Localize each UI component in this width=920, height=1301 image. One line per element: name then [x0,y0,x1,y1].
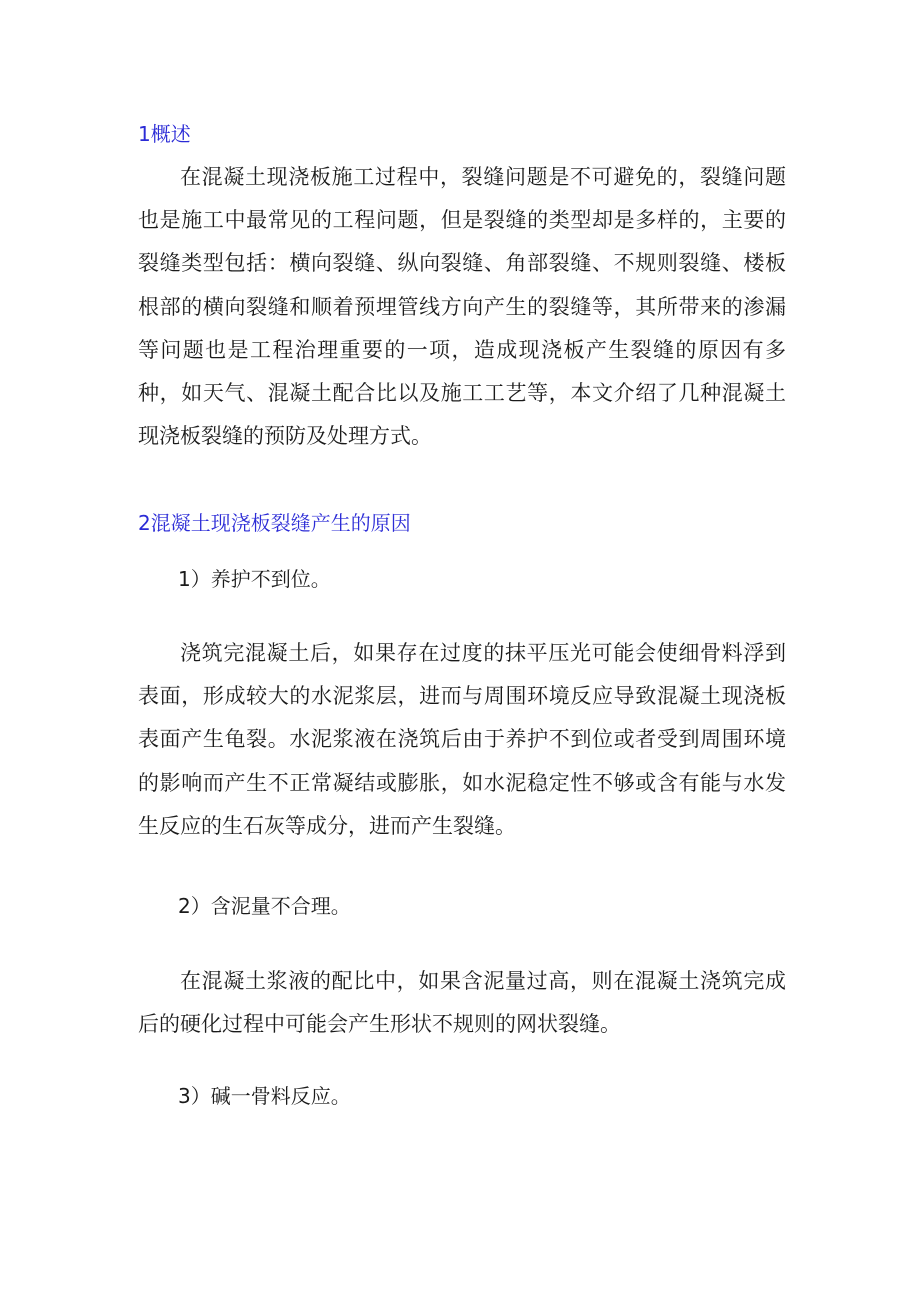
item-2-paragraph: 在混凝土浆液的配比中，如果含泥量过高，则在混凝土浇筑完成后的硬化过程中可能会产生形状不规则的网状裂缝。 [138,969,786,1037]
item-2-heading [178,890,351,919]
item-2-title: 含泥量不合理。 [210,894,351,918]
item-1-paragraph: 浇筑完混凝土后，如果存在过度的抹平压光可能会使细骨料浮到表面，形成较大的水泥浆层，进而与周围环境反应导致混凝土现浇板表面产生龟裂。水泥浆液在浇筑后由于养护不到位或者受到周围环境的影响而产生不正常凝结或膨胀，如水泥稳定性不够或含有能与水发生反应的生石灰等成分，进而产生裂缝。 [138,641,786,838]
section-2-heading: 2混凝土现浇板裂缝产生的原因 [138,511,411,535]
item-1-title: 养护不到位。 [210,567,331,591]
section-1-heading: 1概述 [138,122,191,146]
item-3-heading [178,1080,351,1109]
section-1-paragraph: 在混凝土现浇板施工过程中，裂缝问题是不可避免的，裂缝问题也是施工中最常见的工程问题，但是裂缝的类型却是多样的，主要的裂缝类型包括：横向裂缝、纵向裂缝、角部裂缝、不规则裂缝、楼板根部的横向裂缝和顺着预埋管线方向产生的裂缝等，其所带来的渗漏等问题也是工程治理重要的一项，造成现浇板产生裂缝的原因有多种，如天气、混凝土配合比以及施工工艺等，本文介绍了几种混凝土现浇板裂缝的预防及处理方式。 [138,165,786,449]
item-3-number: 3） [178,1084,211,1108]
item-1-heading [178,563,331,592]
item-1-number: 1） [178,567,211,591]
item-3-title: 碱一骨料反应。 [210,1084,351,1108]
item-2-number: 2） [178,894,211,918]
